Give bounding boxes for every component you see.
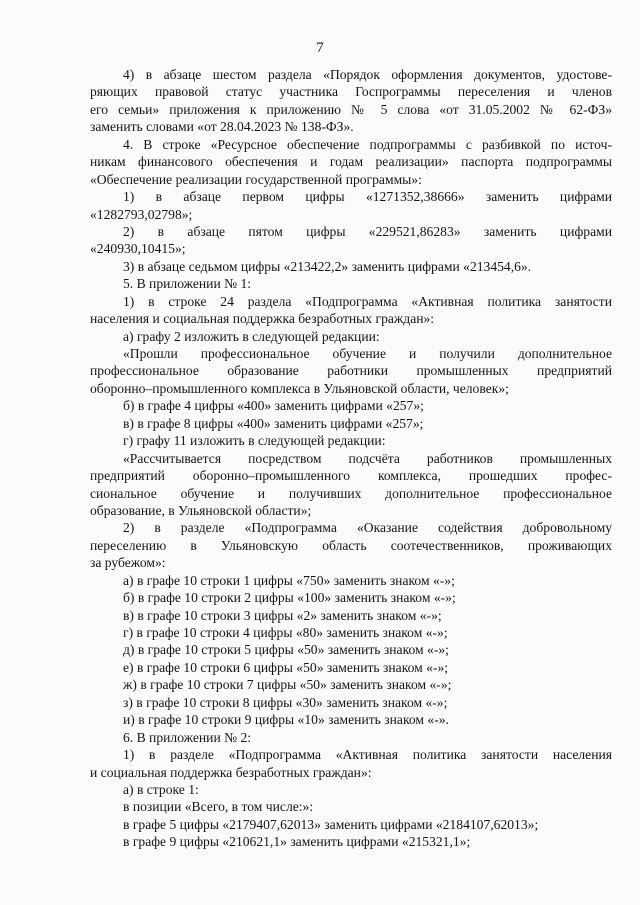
document-body xyxy=(90,66,612,851)
text-line: 1) в разделе «Подпрограмма «Активная политика занятости населения xyxy=(123,747,612,763)
text-line: образование, в Ульяновской области»; xyxy=(90,502,312,518)
text-line: «Прошли профессиональное обучение и получили дополнительное xyxy=(123,346,612,361)
text-line: «1282793,02798»; xyxy=(90,206,193,222)
text-line: 2) в абзаце пятом цифры «229521,86283» заменить цифрами xyxy=(123,223,612,239)
text-line: и социальная поддержка безработных граждан»: xyxy=(90,764,372,780)
text-line: е) в графе 10 строки 6 цифры «50» заменить знаком «-»; xyxy=(123,659,449,675)
text-line: ряющих правовой статус участника Госпрограммы переселения и членов xyxy=(90,84,612,100)
text-line: ж) в графе 10 строки 7 цифры «50» заменить знаком «-»; xyxy=(123,677,452,693)
text-line: д) в графе 10 строки 5 цифры «50» заменить знаком «-»; xyxy=(123,642,449,658)
text-line: «Рассчитывается посредством подсчёта работников промышленных xyxy=(123,450,612,466)
page-number: 7 xyxy=(316,40,324,56)
text-line: г) графу 11 изложить в следующей редакции: xyxy=(123,433,386,449)
text-line: «240930,10415»; xyxy=(90,241,186,257)
text-line: предприятий оборонно–промышленного комплекса, прошедших профес- xyxy=(90,468,612,484)
text-line: 1) в строке 24 раздела «Подпрограмма «Активная политика занятости xyxy=(123,293,612,309)
text-line: 3) в абзаце седьмом цифры «213422,2» заменить цифрами «213454,6». xyxy=(123,258,532,274)
text-line: а) графу 2 изложить в следующей редакции: xyxy=(123,328,380,344)
text-line: а) в строке 1: xyxy=(123,781,199,797)
text-line: 4) в абзаце шестом раздела «Порядок оформления документов, удостове- xyxy=(123,67,612,82)
text-line: профессиональное образование работники промышленных предприятий xyxy=(90,363,612,379)
text-line: 4. В строке «Ресурсное обеспечение подпрограммы с разбивкой по источ- xyxy=(123,136,612,152)
text-line: сиональное обучение и получивших дополнительное профессиональное xyxy=(90,485,612,501)
text-line: 2) в разделе «Подпрограмма «Оказание содействия добровольному xyxy=(123,520,612,536)
text-line: а) в графе 10 строки 1 цифры «750» заменить знаком «-»; xyxy=(123,572,455,588)
text-line: 6. В приложении № 2: xyxy=(123,729,252,745)
text-line: б) в графе 4 цифры «400» заменить цифрами «257»; xyxy=(123,398,424,414)
text-line: «Обеспечение реализации государственной программы»: xyxy=(90,171,422,187)
text-line: в графе 5 цифры «2179407,62013» заменить цифрами «2184107,62013»; xyxy=(123,816,539,832)
text-line: оборонно–промышленного комплекса в Ульяновской области, человек»; xyxy=(90,380,509,396)
text-line: переселению в Ульяновскую область соотечественников, проживающих xyxy=(90,537,612,553)
text-line: заменить словами «от 28.04.2023 № 138-ФЗ». xyxy=(90,119,354,135)
text-line: 1) в абзаце первом цифры «1271352,38666» заменить цифрами xyxy=(123,189,612,205)
text-line: его семьи» приложения к приложению № 5 слова «от 31.05.2002 № 62-ФЗ» xyxy=(90,101,612,117)
text-line: в позиции «Всего, в том числе:»: xyxy=(123,799,314,815)
text-line: 5. В приложении № 1: xyxy=(123,276,252,292)
text-line: и) в графе 10 строки 9 цифры «10» заменить знаком «-». xyxy=(123,712,449,728)
text-line: в) в графе 8 цифры «400» заменить цифрами «257»; xyxy=(123,415,424,431)
text-line: в графе 9 цифры «210621,1» заменить цифрами «215321,1»; xyxy=(123,834,471,850)
text-line: з) в графе 10 строки 8 цифры «30» заменить знаком «-»; xyxy=(123,694,448,710)
text-line: никам финансового обеспечения и годам реализации» паспорта подпрограммы xyxy=(90,154,612,170)
text-line: за рубежом»: xyxy=(90,555,166,571)
text-line: г) в графе 10 строки 4 цифры «80» заменить знаком «-»; xyxy=(123,625,448,640)
text-line: б) в графе 10 строки 2 цифры «100» заменить знаком «-»; xyxy=(123,590,456,606)
text-line: в) в графе 10 строки 3 цифры «2» заменить знаком «-»; xyxy=(123,607,442,623)
text-line: населения и социальная поддержка безработных граждан»: xyxy=(90,311,435,327)
